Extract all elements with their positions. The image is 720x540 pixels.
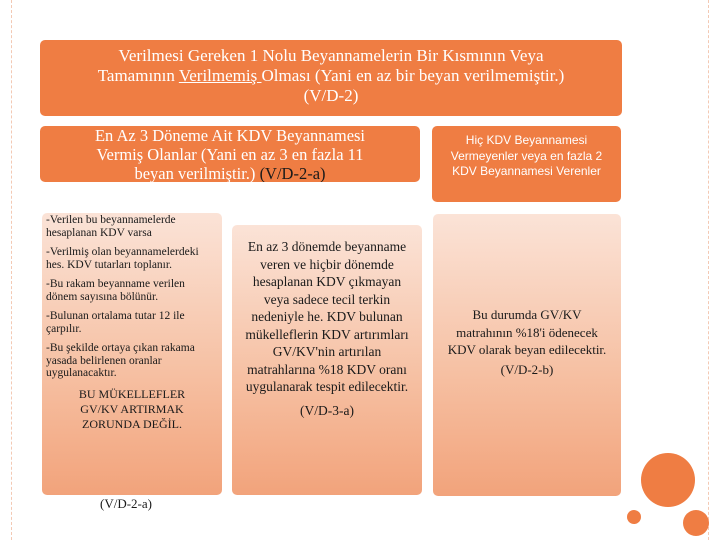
middle-box — [232, 225, 422, 495]
right-box-text: Bu durumda GV/KV matrahının %18'i ödenecek KDV olarak beyan edilecektir. — [447, 307, 607, 357]
middle-box-code: (V/D-3-a) — [300, 402, 354, 418]
right-header-box — [432, 126, 621, 202]
decorative-circle-large — [641, 453, 695, 507]
left-list-item-2: -Verilmiş olan beyannamelerdeki hes. KDV tutarları toplanır. — [46, 246, 199, 271]
left-list-code: (V/D-2-a) — [100, 496, 152, 511]
decorative-line-right — [708, 0, 709, 540]
left-list-item-1: -Verilen bu beyannamelerde hesaplanan KDV varsa — [46, 214, 176, 239]
top-box-line2-pre: Tamamının — [97, 66, 179, 85]
top-box-line2 — [40, 66, 622, 86]
decorative-line-left — [11, 0, 12, 540]
right-box — [433, 214, 621, 496]
top-box-line2-post: Olması (Yani en az bir beyan verilmemiştir.) — [261, 66, 565, 85]
right-box-code: (V/D-2-b) — [500, 361, 554, 377]
top-box-underlined: Verilmemiş — [178, 66, 262, 85]
top-box-code: (V/D-2) — [303, 86, 359, 105]
decorative-circle-medium — [683, 510, 709, 536]
top-box — [40, 40, 622, 116]
top-box-line1: Verilmesi Gereken 1 Nolu Beyannamelerin Bir Kısmının Veya — [118, 46, 544, 65]
left-list-item-5: -Bu şekilde ortaya çıkan rakama yasada belirlenen oranlar uygulanacaktır. — [46, 342, 195, 379]
left-list-box — [42, 213, 222, 495]
decorative-circle-small — [627, 510, 641, 524]
left-list-item-4: -Bulunan ortalama tutar 12 ile çarpılır. — [46, 310, 185, 335]
left-list-item-3: -Bu rakam beyanname verilen dönem sayısına bölünür. — [46, 278, 185, 303]
middle-box-text: En az 3 dönemde beyanname veren ve hiçbir dönemde hesaplanan KDV çıkmayan veya sadece tecil terkin nedeniyle he. KDV bulunan mükelleflerin KDV artırımları GV/KV'nin artırılan matrahlarına %18 KDV oranı uygulanarak tespit edilecektir. — [245, 239, 409, 394]
right-header-text: Hiç KDV Beyannamesi Vermeyenler veya en fazla 2 KDV Beyannamesi Verenler — [450, 133, 603, 178]
left-header-text: En Az 3 Döneme Ait KDV Beyannamesi Vermiş Olanlar (Yani en az 3 en fazla 11 beyan verilmiştir.) — [94, 126, 366, 182]
left-list-note: BU MÜKELLEFLER GV/KV ARTIRMAK ZORUNDA DEĞİL. — [78, 386, 186, 431]
left-header-box — [40, 126, 420, 182]
left-header-code: (V/D-2-a) — [259, 164, 326, 182]
